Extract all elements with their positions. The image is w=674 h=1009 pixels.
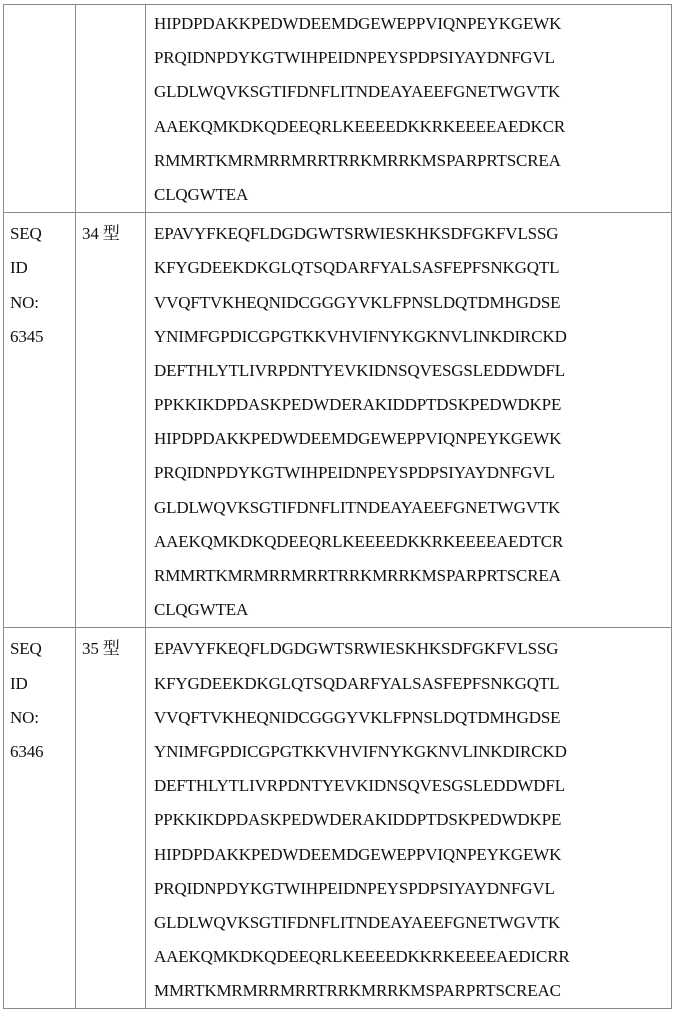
sequence-line: AAEKQMKDKQDEEQRLKEEEEDKKRKEEEEAEDICRR xyxy=(154,947,570,967)
sequence-line: AAEKQMKDKQDEEQRLKEEEEDKKRKEEEEAEDTCR xyxy=(154,531,564,551)
sequence-line: MMRTKMRMRRMRRTRRKMRRKMSPARPRTSCREAC xyxy=(154,981,561,1001)
sequence-line: YNIMFGPDICGPGTKKVHVIFNYKGKNVLINKDIRCKD xyxy=(154,326,567,346)
sequence-line: EPAVYFKEQFLDGDGWTSRWIESKHKSDFGKFVLSSG xyxy=(154,639,559,659)
sequence-line: PRQIDNPDYKGTWIHPEIDNPEYSPDPSIYAYDNFGVL xyxy=(154,463,555,483)
sequence-line: HIPDPDAKKPEDWDEEMDGEWEPPVIQNPEYKGEWK xyxy=(154,14,562,33)
seq-id-line: 6346 xyxy=(10,741,44,761)
sequence-line: VVQFTVKHEQNIDCGGGYVKLFPNSLDQTDMHGDSE xyxy=(154,292,561,312)
sequence-line: PRQIDNPDYKGTWIHPEIDNPEYSPDPSIYAYDNFGVL xyxy=(154,48,555,68)
sequence-line: CLQGWTEA xyxy=(154,184,249,204)
seq-id-line: SEQ xyxy=(10,224,42,244)
sequence-line: HIPDPDAKKPEDWDEEMDGEWEPPVIQNPEYKGEWK xyxy=(154,429,562,449)
seq-id-line: SEQ xyxy=(10,639,42,659)
seq-id-cell xyxy=(4,213,76,628)
type-cell xyxy=(76,213,146,628)
table-row xyxy=(4,5,672,213)
type-cell xyxy=(76,5,146,213)
sequence-line: GLDLWQVKSGTIFDNFLITNDEAYAEEFGNETWGVTK xyxy=(154,497,561,517)
sequence-line: KFYGDEEKDKGLQTSQDARFYALSASFEPFSNKGQTL xyxy=(154,258,560,278)
sequence-line: RMMRTKMRMRRMRRTRRKMRRKMSPARPRTSCREA xyxy=(154,566,561,585)
sequence-cell xyxy=(146,213,672,628)
sequence-line: YNIMFGPDICGPGTKKVHVIFNYKGKNVLINKDIRCKD xyxy=(154,741,567,761)
sequence-line: VVQFTVKHEQNIDCGGGYVKLFPNSLDQTDMHGDSE xyxy=(154,707,561,727)
table-row xyxy=(4,213,672,628)
sequence-cell xyxy=(146,628,672,1009)
seq-id-cell xyxy=(4,5,76,213)
sequence-line: RMMRTKMRMRRMRRTRRKMRRKMSPARPRTSCREA xyxy=(154,150,561,170)
seq-id-line: 6345 xyxy=(10,326,44,346)
sequence-line: KFYGDEEKDKGLQTSQDARFYALSASFEPFSNKGQTL xyxy=(154,673,560,693)
sequence-line: PPKKIKDPDASKPEDWDERAKIDDPTDSKPEDWDKPE xyxy=(154,395,562,415)
sequence-line: DEFTHLYTLIVRPDNTYEVKIDNSQVESGSLEDDWDFL xyxy=(154,776,565,796)
sequence-line: PRQIDNPDYKGTWIHPEIDNPEYSPDPSIYAYDNFGVL xyxy=(154,878,555,898)
sequence-line: GLDLWQVKSGTIFDNFLITNDEAYAEEFGNETWGVTK xyxy=(154,82,561,102)
table-row xyxy=(4,628,672,1009)
sequence-cell xyxy=(146,5,672,213)
sequence-line: AAEKQMKDKQDEEQRLKEEEEDKKRKEEEEAEDKCR xyxy=(154,116,566,136)
seq-id-line: NO: xyxy=(10,292,39,312)
seq-id-line: ID xyxy=(10,258,28,278)
sequence-table xyxy=(3,4,672,1009)
sequence-line: PPKKIKDPDASKPEDWDERAKIDDPTDSKPEDWDKPE xyxy=(154,810,562,830)
type-cell xyxy=(76,628,146,1009)
sequence-line: HIPDPDAKKPEDWDEEMDGEWEPPVIQNPEYKGEWK xyxy=(154,844,562,864)
seq-id-line: ID xyxy=(10,673,28,693)
sequence-line: CLQGWTEA xyxy=(154,600,249,620)
sequence-line: EPAVYFKEQFLDGDGWTSRWIESKHKSDFGKFVLSSG xyxy=(154,224,559,244)
seq-id-line: NO: xyxy=(10,707,39,727)
type-label: 34 型 xyxy=(82,224,120,244)
type-label: 35 型 xyxy=(82,639,120,659)
sequence-line: DEFTHLYTLIVRPDNTYEVKIDNSQVESGSLEDDWDFL xyxy=(154,360,565,380)
sequence-line: GLDLWQVKSGTIFDNFLITNDEAYAEEFGNETWGVTK xyxy=(154,912,561,932)
seq-id-cell xyxy=(4,628,76,1009)
